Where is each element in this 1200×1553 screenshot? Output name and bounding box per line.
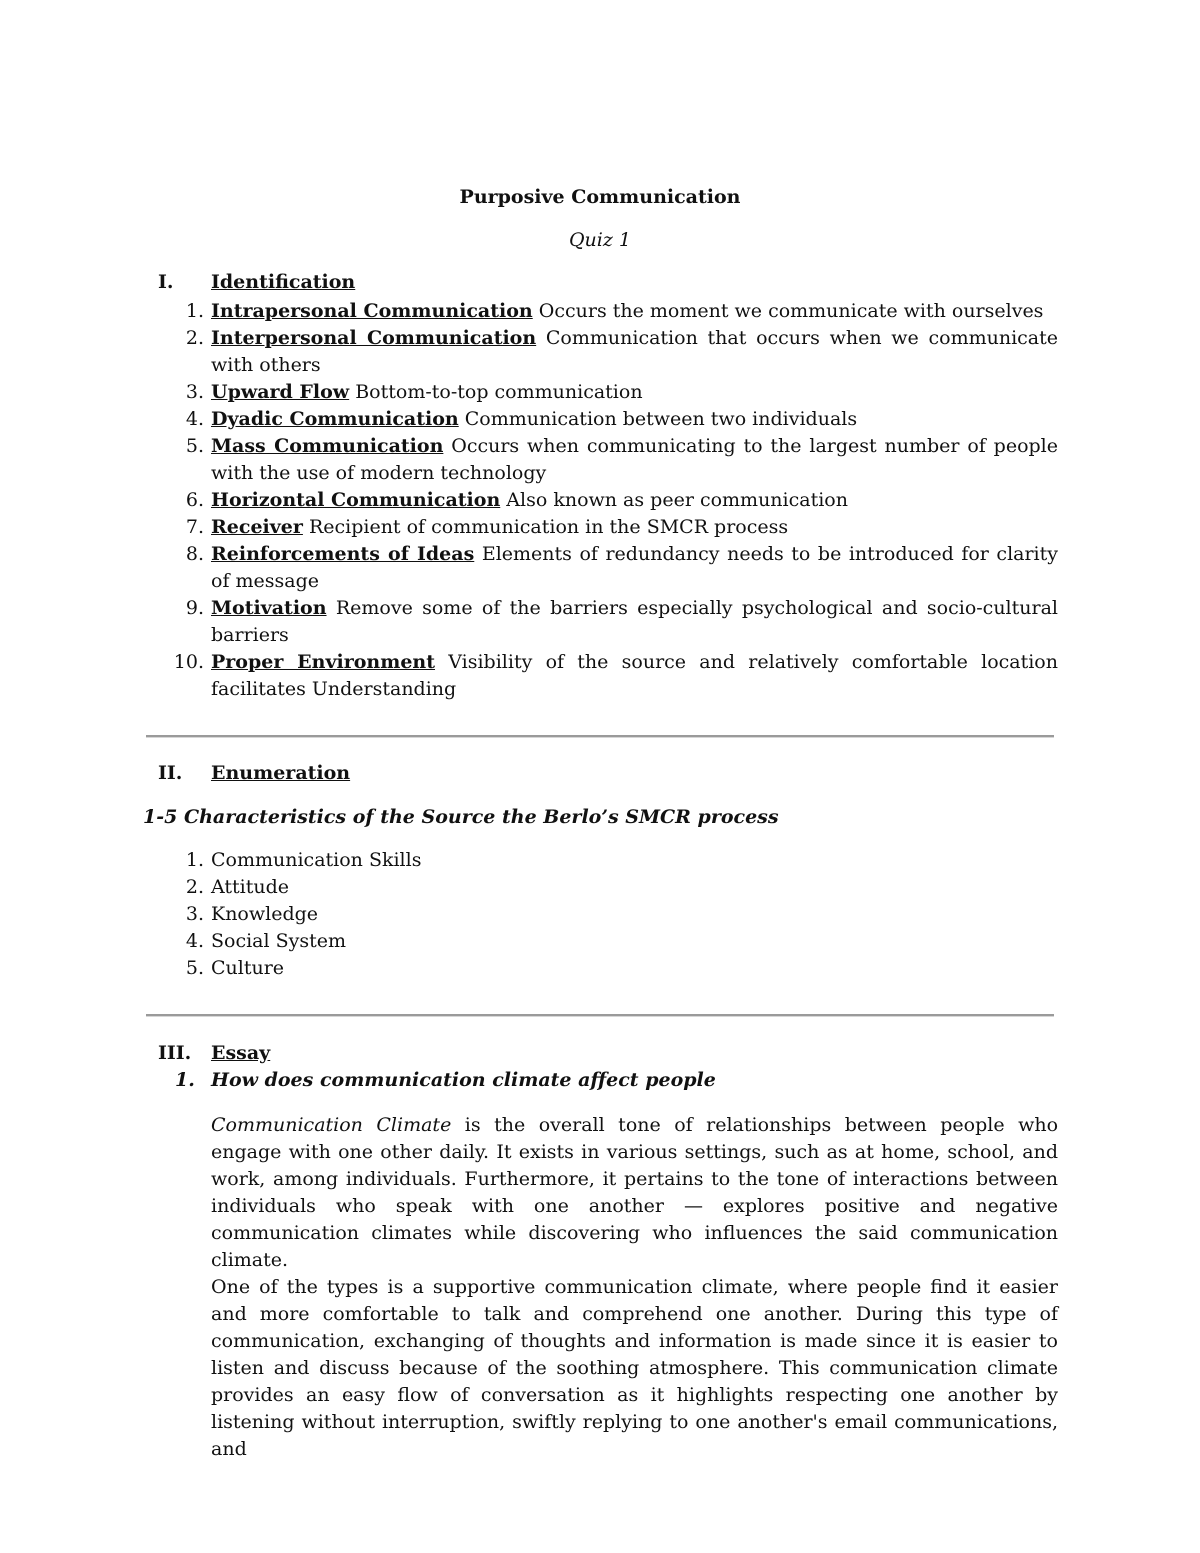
section-number: II. [158, 762, 183, 784]
section-number: I. [158, 271, 174, 293]
item-number: 4. [185, 408, 204, 430]
item-definition: Bottom-to-top communication [349, 381, 643, 403]
essay-text: is the overall tone of relationships between people who engage with one other daily. It exists in various settings, such as at home, school, and work, among individuals. Furthermore, it pertains to the tone of interactions between individuals who speak with one another — explores positive and negative communication climates while discovering who influences the said communication climate. [211, 1114, 1059, 1271]
item-term: Proper Environment [211, 651, 436, 673]
list-item [170, 514, 1058, 541]
section-label: Essay [211, 1042, 271, 1064]
item-definition: Communication that occurs when we communicate with others [211, 327, 1058, 376]
item-definition: Communication between two individuals [458, 408, 858, 430]
item-text: Culture [211, 957, 285, 979]
list-item [170, 325, 1058, 379]
item-definition: Also known as peer communication [500, 489, 848, 511]
document-title: Purposive Communication [459, 186, 741, 208]
item-number: 5. [185, 957, 204, 979]
item-term: Receiver [211, 516, 303, 538]
list-item [170, 649, 1058, 703]
section-label: Identification [211, 271, 356, 293]
item-number: 3. [185, 903, 204, 925]
question-text: How does communication climate affect people [211, 1069, 716, 1091]
item-text: Knowledge [211, 903, 319, 925]
essay-question [170, 1069, 716, 1091]
list-item [170, 487, 1058, 514]
list-item [170, 928, 1058, 955]
item-term: Intrapersonal Communication [211, 300, 533, 322]
item-number: 5. [185, 435, 204, 457]
essay-answer [211, 1112, 1058, 1463]
list-item [170, 595, 1058, 649]
item-text: Attitude [211, 876, 290, 898]
item-term: Interpersonal Communication [211, 327, 537, 349]
list-item [170, 874, 1058, 901]
list-item [170, 955, 1058, 982]
list-item [170, 433, 1058, 487]
document-subtitle: Quiz 1 [568, 229, 632, 251]
section-enumeration-heading [158, 762, 350, 784]
list-item [170, 901, 1058, 928]
section-label: Enumeration [211, 762, 351, 784]
item-number: 2. [185, 876, 204, 898]
item-number: 1. [185, 849, 204, 871]
list-item [170, 541, 1058, 595]
item-number: 1. [185, 300, 204, 322]
item-definition: Recipient of communication in the SMCR process [302, 516, 789, 538]
essay-term: Communication Climate [211, 1114, 452, 1136]
item-definition: Visibility of the source and relatively comfortable location facilitates Understanding [211, 651, 1058, 700]
question-number: 1. [175, 1069, 195, 1091]
item-number: 4. [185, 930, 204, 952]
item-number: 6. [185, 489, 204, 511]
item-number: 10. [173, 651, 204, 673]
enumeration-list [170, 847, 1058, 982]
item-number: 7. [185, 516, 204, 538]
identification-list [170, 298, 1058, 703]
item-term: Dyadic Communication [211, 408, 459, 430]
section-identification-heading [158, 271, 355, 293]
item-definition: Occurs when communicating to the largest number of people with the use of modern technology [211, 435, 1059, 484]
item-number: 3. [185, 381, 204, 403]
essay-paragraph [211, 1112, 1058, 1274]
essay-paragraph: One of the types is a supportive communication climate, where people find it easier and more comfortable to talk and comprehend one another. During this type of communication, exchanging of thoughts and information is made since it is easier to listen and discuss because of the soothing atmosphere. This communication climate provides an easy flow of conversation as it highlights respecting one another by listening without interruption, swiftly replying to one another's email communications, and [211, 1276, 1058, 1460]
list-item [170, 406, 1058, 433]
item-term: Mass Communication [211, 435, 444, 457]
list-item [170, 298, 1058, 325]
item-text: Communication Skills [211, 849, 422, 871]
section-divider [146, 1014, 1054, 1017]
item-text: Social System [211, 930, 347, 952]
item-number: 2. [185, 327, 204, 349]
list-item [170, 847, 1058, 874]
item-number: 8. [185, 543, 204, 565]
item-definition: Elements of redundancy needs to be introduced for clarity of message [211, 543, 1059, 592]
section-essay-heading [158, 1042, 270, 1064]
item-definition: Occurs the moment we communicate with ourselves [532, 300, 1044, 322]
item-term: Motivation [211, 597, 327, 619]
list-item [170, 379, 1058, 406]
item-term: Upward Flow [211, 381, 350, 403]
section-divider [146, 735, 1054, 738]
item-term: Reinforcements of Ideas [211, 543, 475, 565]
enumeration-prompt: 1-5 Characteristics of the Source the Berlo’s SMCR process [143, 806, 779, 828]
item-number: 9. [185, 597, 204, 619]
item-definition: Remove some of the barriers especially psychological and socio-cultural barriers [211, 597, 1058, 646]
item-term: Horizontal Communication [211, 489, 501, 511]
section-number: III. [158, 1042, 192, 1064]
